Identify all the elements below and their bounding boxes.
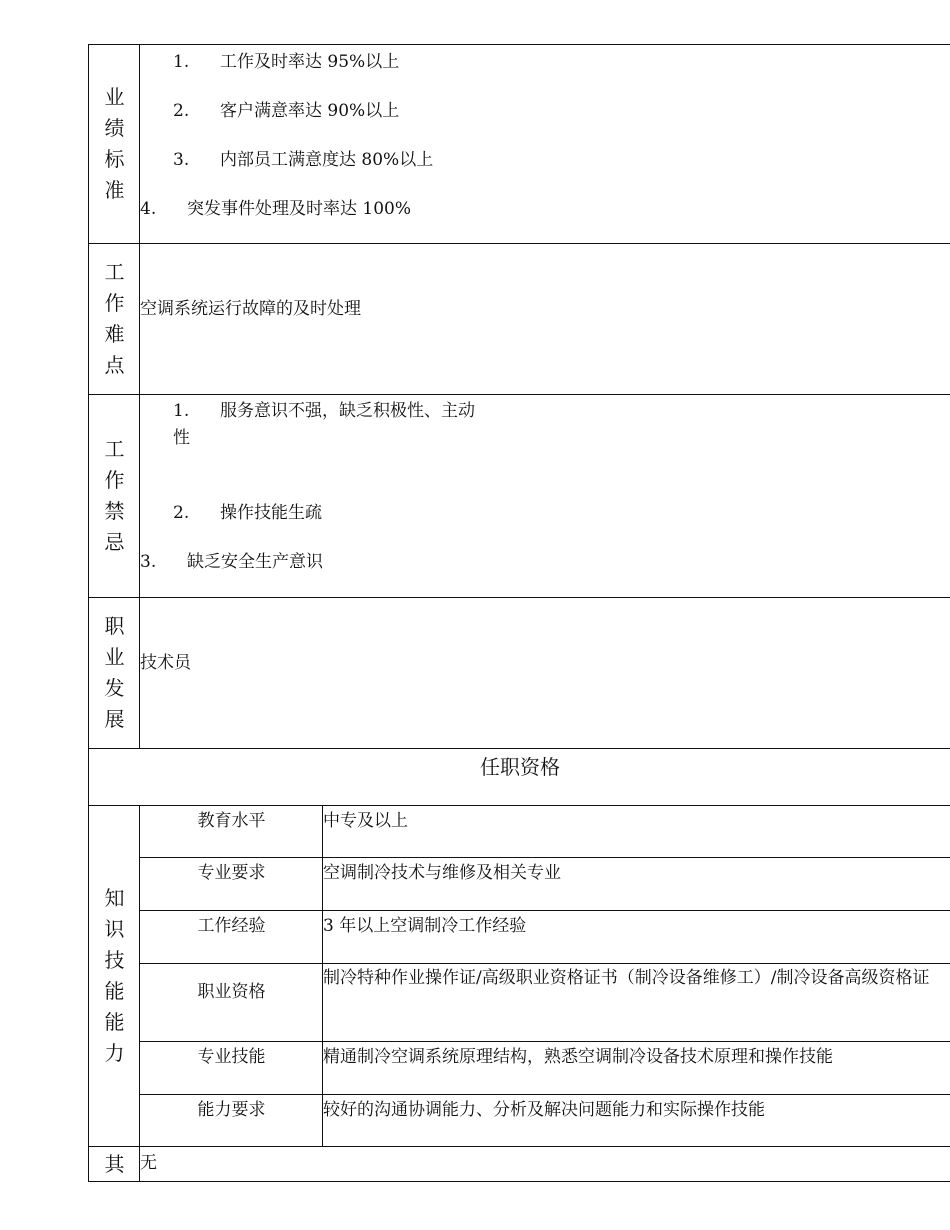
performance-item-2: 客户满意率达 90%以上 <box>220 101 400 121</box>
row-divider <box>89 1181 950 1182</box>
taboo-item-1: 服务意识不强，缺乏积极性、主动 <box>220 401 475 421</box>
row-divider <box>140 1094 950 1095</box>
row-divider <box>89 597 950 598</box>
taboo-item-3-num: 3. <box>140 552 157 572</box>
row-divider <box>140 910 950 911</box>
job-description-table <box>88 44 950 1182</box>
taboo-item-1-cont: 性 <box>173 428 190 448</box>
taboo-item-3: 缺乏安全生产意识 <box>187 552 323 572</box>
performance-item-1-num: 1. <box>173 52 190 72</box>
performance-item-4-num: 4. <box>140 199 157 219</box>
row-divider <box>140 1041 950 1042</box>
performance-item-3-num: 3. <box>173 150 190 170</box>
taboo-item-1-num: 1. <box>173 401 190 421</box>
performance-item-2-num: 2. <box>173 101 190 121</box>
knowledge-value-2: 空调制冷技术与维修及相关专业 <box>323 863 561 883</box>
taboo-item-2: 操作技能生疏 <box>220 503 322 523</box>
knowledge-value-6: 较好的沟通协调能力、分析及解决问题能力和实际操作技能 <box>323 1100 765 1120</box>
career-text: 技术员 <box>140 653 191 673</box>
knowledge-key-2: 专业要求 <box>197 863 266 883</box>
difficulty-label: 工作难点 <box>104 259 125 377</box>
row-divider <box>89 394 950 395</box>
knowledge-value-5: 精通制冷空调系统原理结构，熟悉空调制冷设备技术原理和操作技能 <box>323 1047 833 1067</box>
other-label: 其 <box>104 1151 125 1176</box>
row-divider <box>140 963 950 964</box>
knowledge-key-1: 教育水平 <box>197 811 266 831</box>
knowledge-key-6: 能力要求 <box>197 1100 266 1120</box>
performance-item-1: 工作及时率达 95%以上 <box>220 52 400 72</box>
knowledge-key-5: 专业技能 <box>197 1047 266 1067</box>
other-text: 无 <box>140 1153 157 1173</box>
knowledge-key-4: 职业资格 <box>197 982 266 1002</box>
taboo-label: 工作禁忌 <box>104 436 125 554</box>
knowledge-label: 知识技能能力 <box>104 885 125 1065</box>
row-divider <box>89 243 950 244</box>
career-label: 职业发展 <box>104 613 125 731</box>
performance-label: 业绩标准 <box>104 85 125 202</box>
knowledge-value-4: 制冷特种作业操作证/高级职业资格证书（制冷设备维修工）/制冷设备高级资格证 <box>323 968 930 988</box>
row-divider <box>140 857 950 858</box>
knowledge-value-1: 中专及以上 <box>323 811 408 831</box>
knowledge-key-3: 工作经验 <box>197 916 266 936</box>
knowledge-value-3: 3 年以上空调制冷工作经验 <box>323 916 527 936</box>
performance-item-4: 突发事件处理及时率达 100% <box>187 199 412 219</box>
row-divider <box>89 748 950 749</box>
qualification-header: 任职资格 <box>480 755 560 779</box>
performance-item-3: 内部员工满意度达 80%以上 <box>220 150 434 170</box>
difficulty-text: 空调系统运行故障的及时处理 <box>140 299 361 319</box>
row-divider <box>89 1146 950 1147</box>
taboo-item-2-num: 2. <box>173 503 190 523</box>
row-divider <box>89 805 950 806</box>
